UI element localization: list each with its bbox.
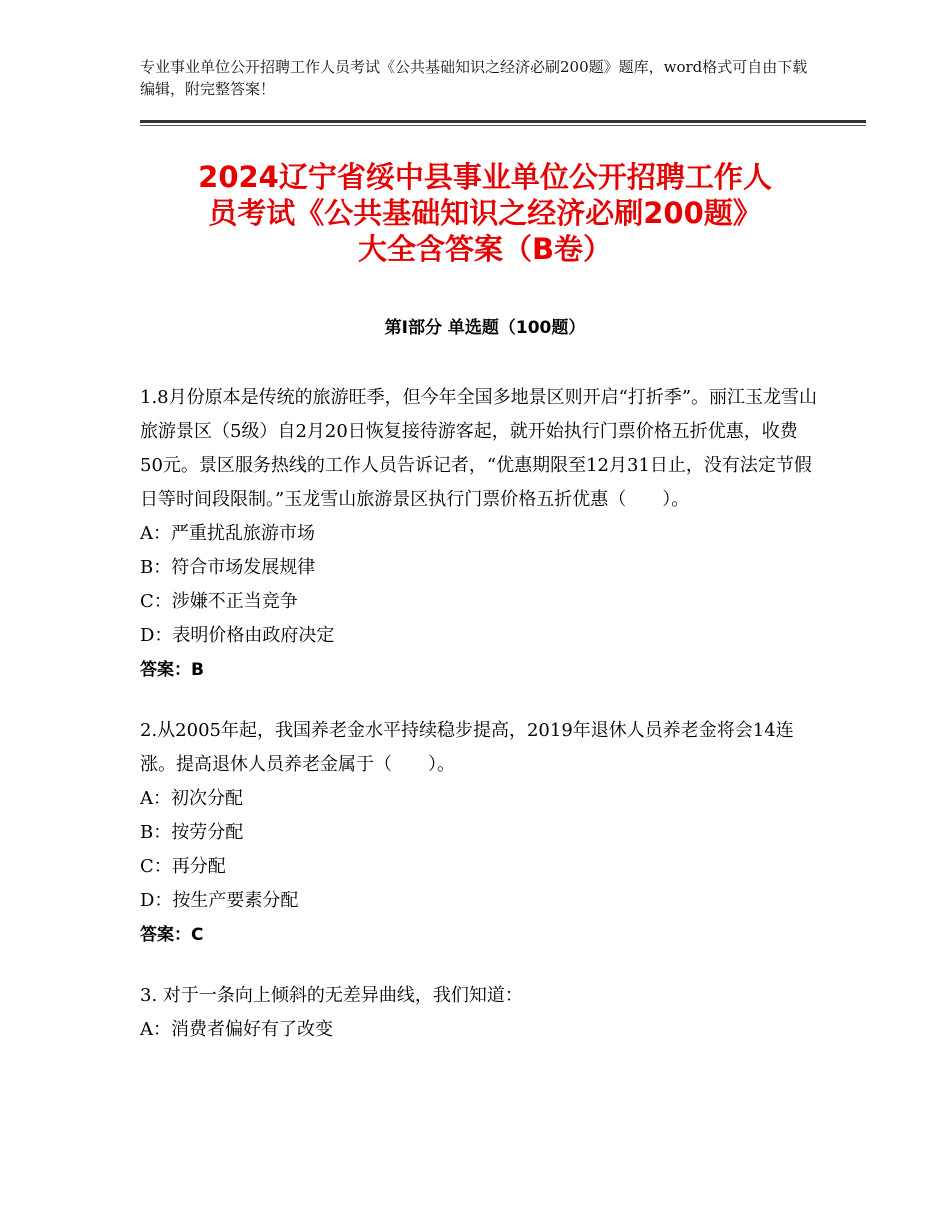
answer-line — [140, 653, 820, 687]
answer-value: C — [191, 925, 204, 945]
option-a: A：消费者偏好有了改变 — [140, 1019, 333, 1040]
title-line-3: 大全含答案（B卷） — [357, 232, 613, 266]
option-b: B：按劳分配 — [140, 822, 244, 843]
option-b: B：符合市场发展规律 — [140, 557, 316, 578]
section-heading: 第Ⅰ部分 单选题（100题） — [384, 318, 586, 338]
question-stem: 1.8月份原本是传统的旅游旺季，但今年全国多地景区则开启“打折季”。丽江玉龙雪山旅游景区（5级）自2月20日恢复接待游客起，就开始执行门票价格五折优惠，收费50元。景区服务热线的工作人员告诉记者，“优惠期限至12月31日止，没有法定节假日等时间段限制。”玉龙雪山旅游景区执行门票价格五折优惠（ ）。 — [140, 387, 818, 510]
header-divider-thin — [140, 125, 866, 126]
option-d: D：表明价格由政府决定 — [140, 625, 335, 646]
option-d: D：按生产要素分配 — [140, 890, 299, 911]
option-a: A：严重扰乱旅游市场 — [140, 523, 315, 544]
title-line-2: 员考试《公共基础知识之经济必刷200题》 — [208, 196, 762, 230]
question-2 — [140, 714, 820, 952]
answer-label: 答案： — [140, 925, 191, 945]
answer-value: B — [191, 660, 204, 680]
header-divider-thick — [140, 120, 866, 123]
header-note: 专业事业单位公开招聘工作人员考试《公共基础知识之经济必刷200题》题库，word格式可自由下载编辑，附完整答案！ — [140, 58, 808, 98]
question-stem: 3. 对于一条向上倾斜的无差异曲线，我们知道： — [140, 985, 523, 1006]
question-1 — [140, 381, 820, 687]
option-c: C：涉嫌不正当竞争 — [140, 591, 298, 612]
option-c: C：再分配 — [140, 856, 226, 877]
question-stem: 2.从2005年起，我国养老金水平持续稳步提高，2019年退休人员养老金将会14连涨。提高退休人员养老金属于（ ）。 — [140, 720, 794, 775]
question-3 — [140, 979, 820, 1047]
option-a: A：初次分配 — [140, 788, 243, 809]
answer-line — [140, 918, 820, 952]
document-title — [140, 159, 830, 267]
question-list — [140, 381, 820, 1074]
answer-label: 答案： — [140, 660, 191, 680]
title-line-1: 2024辽宁省绥中县事业单位公开招聘工作人 — [198, 160, 772, 194]
